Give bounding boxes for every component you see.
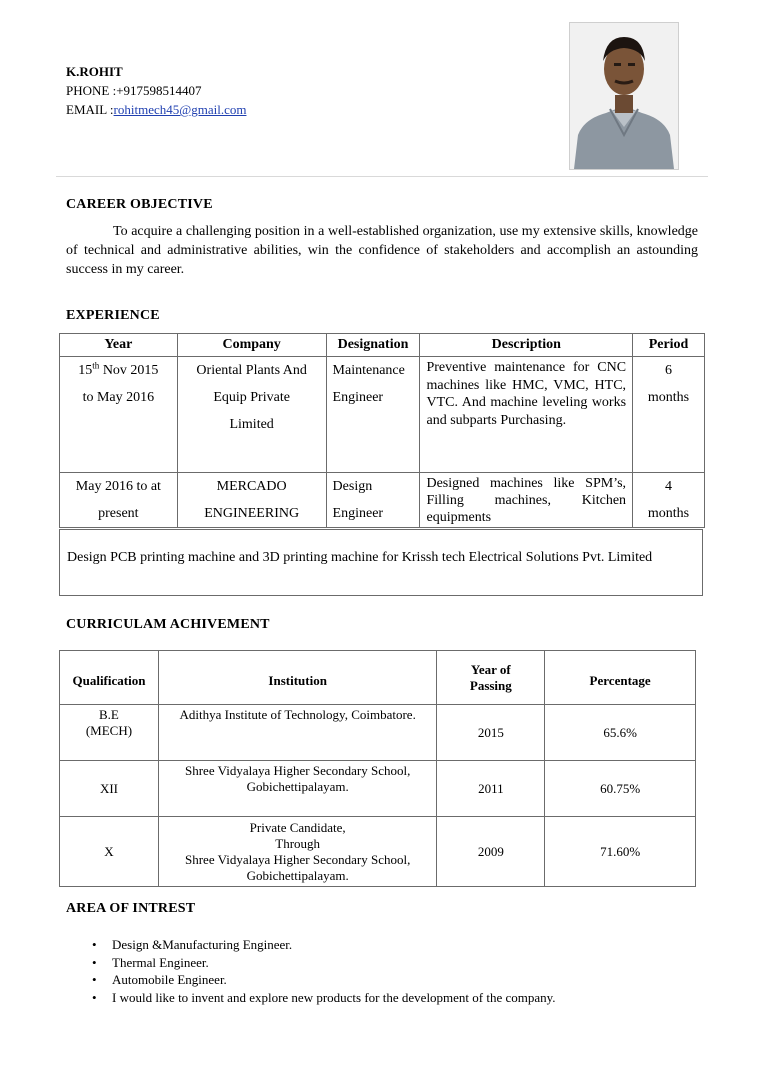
- cell-year: 2011: [437, 761, 545, 817]
- cell-period: [633, 473, 705, 528]
- col-header-institution: Institution: [158, 651, 437, 705]
- period-line-2: months: [647, 390, 690, 405]
- career-objective-title: CAREER OBJECTIVE: [66, 197, 213, 212]
- col-header-percentage: Percentage: [545, 651, 696, 705]
- area-of-intrest-title: AREA OF INTREST: [66, 901, 196, 916]
- qualification-line-2: (MECH): [85, 723, 133, 738]
- phone-number: +917598514407: [116, 83, 202, 98]
- year-line-2: to May 2016: [82, 390, 155, 405]
- cell-company: [177, 473, 326, 528]
- year-line-1: [60, 357, 177, 384]
- profile-photo: [569, 22, 679, 170]
- email-label: EMAIL :: [66, 102, 114, 117]
- institution-line-2: Through: [275, 835, 321, 851]
- cell-qualification: [60, 705, 159, 761]
- year-suffix: th: [92, 360, 100, 371]
- cell-institution: Adithya Institute of Technology, Coimbatore.: [158, 705, 437, 761]
- email-link[interactable]: rohitmech45@gmail.com: [113, 102, 247, 117]
- institution-line-4: Gobichettipalayam.: [246, 867, 349, 883]
- company-line-2: ENGINEERING: [204, 506, 300, 521]
- table-row: [60, 705, 696, 761]
- cell-qualification: XII: [60, 761, 159, 817]
- col-header-period: Period: [633, 334, 705, 357]
- cell-designation: [326, 357, 420, 473]
- list-item: • Thermal Engineer.: [112, 954, 556, 972]
- institution-line-1: Private Candidate,: [249, 819, 346, 835]
- cell-percentage: 60.75%: [545, 761, 696, 817]
- cell-year: [60, 473, 178, 528]
- year-line-1: May 2016 to at: [75, 479, 161, 494]
- table-row: [60, 473, 705, 528]
- list-item: • I would like to invent and explore new products for the development of the company.: [112, 989, 556, 1007]
- cell-percentage: 71.60%: [545, 817, 696, 887]
- list-item: • Design &Manufacturing Engineer.: [112, 936, 556, 954]
- year-day: 15: [78, 363, 93, 378]
- cell-qualification: X: [60, 817, 159, 887]
- education-header-row: [60, 651, 696, 705]
- year-header-line-1: Year of: [470, 661, 511, 677]
- col-header-year: Year: [60, 334, 178, 357]
- table-row: [60, 357, 705, 473]
- table-row: [60, 761, 696, 817]
- table-row: [60, 817, 696, 887]
- company-line-2: Equip Private: [213, 390, 290, 405]
- cell-description: Designed machines like SPM’s, Filling machines, Kitchen equipments: [420, 473, 633, 528]
- period-line-1: 4: [665, 479, 673, 494]
- institution-line-1: Shree Vidyalaya Higher Secondary School,: [185, 763, 411, 778]
- company-line-3: Limited: [229, 417, 274, 432]
- experience-title: EXPERIENCE: [66, 308, 160, 323]
- year-line-2: present: [98, 506, 139, 521]
- candidate-name: K.ROHIT: [66, 64, 123, 79]
- list-item: • Automobile Engineer.: [112, 971, 556, 989]
- project-box: Design PCB printing machine and 3D printing machine for Krissh tech Electrical Solutions Pvt. Limited: [59, 529, 703, 596]
- education-table: [59, 650, 696, 887]
- cell-year: 2015: [437, 705, 545, 761]
- designation-line-1: Design: [332, 479, 373, 494]
- experience-table: [59, 333, 705, 528]
- col-header-description: Description: [420, 334, 633, 357]
- cell-period: [633, 357, 705, 473]
- year-month: Nov 2015: [99, 363, 159, 378]
- period-line-1: 6: [665, 363, 673, 378]
- col-header-company: Company: [177, 334, 326, 357]
- interests-list: [66, 936, 556, 1006]
- year-header-line-2: Passing: [469, 677, 512, 693]
- career-objective-text: To acquire a challenging position in a well-established organization, use my extensive skills, knowledge of technical and administrative abilities, win the confidence of stakeholders and accomplish an astounding success in my career.: [66, 224, 698, 277]
- phone-label: PHONE :: [66, 83, 117, 98]
- cell-institution: [158, 761, 437, 817]
- header-divider: [56, 176, 708, 177]
- email-line: [66, 100, 246, 119]
- company-line-1: Oriental Plants And: [196, 363, 307, 378]
- cell-designation: [326, 473, 420, 528]
- cell-institution: [158, 817, 437, 887]
- col-header-year-of-passing: [437, 651, 545, 705]
- institution-line-2: Gobichettipalayam.: [246, 779, 349, 794]
- curriculam-achivement-title: CURRICULAM ACHIVEMENT: [66, 617, 270, 632]
- cell-company: [177, 357, 326, 473]
- designation-line-2: Engineer: [332, 506, 384, 521]
- period-line-2: months: [647, 506, 690, 521]
- qualification-line-1: B.E: [99, 707, 119, 722]
- col-header-designation: Designation: [326, 334, 420, 357]
- profile-photo-illustration: [570, 23, 678, 169]
- cell-description: Preventive maintenance for CNC machines like HMC, VMC, HTC, VTC. And machine leveling works and subparts Purchasing.: [420, 357, 633, 473]
- experience-header-row: [60, 334, 705, 357]
- cell-percentage: 65.6%: [545, 705, 696, 761]
- designation-line-2: Engineer: [332, 390, 384, 405]
- cell-year: 2009: [437, 817, 545, 887]
- cell-year: [60, 357, 178, 473]
- company-line-1: MERCADO: [216, 479, 287, 494]
- phone-line: [66, 81, 202, 100]
- institution-line-3: Shree Vidyalaya Higher Secondary School,: [185, 851, 411, 867]
- col-header-qualification: Qualification: [60, 651, 159, 705]
- designation-line-1: Maintenance: [332, 363, 405, 378]
